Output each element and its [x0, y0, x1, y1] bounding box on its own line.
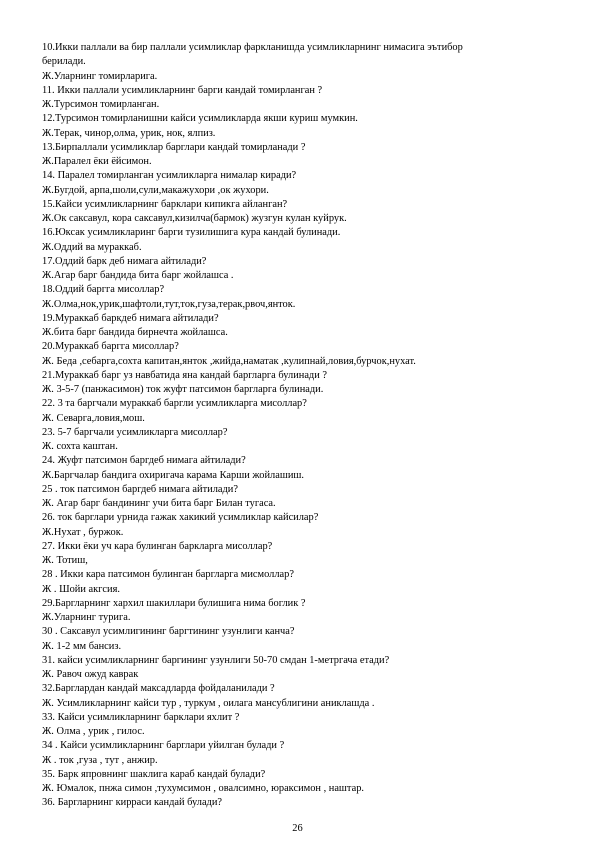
- text-line: 15.Кайси усимликларнинг барклари кипикга айланган?: [42, 198, 288, 210]
- text-line: 31. кайси усимликларнинг баргининг узунлиги 50-70 смдан 1-метргача етади?: [42, 654, 390, 666]
- text-line: Ж . Шойи акгсия.: [42, 583, 120, 595]
- text-line: Ж.Ок саксавул, кора саксавул,кизилча(бармок) жузгун кулан куйрук.: [42, 213, 347, 224]
- text-line: 14. Паралел томирланган усимликларга нималар киради?: [42, 170, 297, 182]
- text-line: 33. Кайси усимликларнинг барклари яхлит ?: [42, 711, 240, 723]
- text-line: 21.Мураккаб барг уз навбатида яна кандай баргларга булинади ?: [42, 369, 327, 381]
- text-line: 10.Икки паллали ва бир паллали усимликлар фаркланишда усимликларнинг нимасига эътибор: [42, 42, 463, 53]
- text-line: 27. Икки ёки уч кара булинган баркларга мисоллар?: [42, 540, 273, 552]
- text-line: 32.Барглардан кандай максадларда фойдаланилади ?: [42, 683, 275, 695]
- text-line: Ж.Нухат , буржок.: [42, 526, 124, 538]
- text-line: 25 . ток патсимон баргдеб нимага айтилади?: [42, 483, 238, 495]
- text-line: 22. 3 та баргчали мураккаб баргли усимликларга мисоллар?: [42, 398, 307, 410]
- text-line: 36. Баргларнинг кирраси кандай булади?: [42, 797, 223, 809]
- text-line: 16.Юксак усимликларинг барги тузилишига кура кандай булинади.: [42, 227, 341, 239]
- text-line: Ж.Уларнинг турига.: [42, 612, 131, 623]
- text-line: 29.Баргларнинг хархил шакиллари булишига нима боглик ?: [42, 597, 306, 609]
- text-line: 26. ток барглари урнида гажак хакикий усимликлар кайсилар?: [42, 512, 319, 524]
- text-line: 13.Бирпаллали усимликлар барглари кандай томирланади ?: [42, 141, 306, 153]
- text-line: берилади.: [42, 56, 86, 68]
- text-line: Ж. Тотиш,: [42, 555, 88, 566]
- text-line: 11. Икки паллали усимликларнинг барги кандай томирланган ?: [42, 84, 323, 96]
- text-line: Ж. Беда ,себарга,сохта капитан,янток ,жийда,наматак ,кулипнай,ловия,бурчок,нухат.: [42, 355, 416, 367]
- text-line: 24. Жуфт патсимон баргдеб нимага айтилади?: [42, 455, 246, 467]
- text-line: 35. Барк япровнинг шаклига караб кандай булади?: [42, 768, 266, 780]
- text-line: Ж. Равоч ожуд каврак: [42, 669, 139, 680]
- text-line: Ж.Уларнинг томирларига.: [42, 70, 158, 82]
- text-line: Ж. 1-2 мм бансиз.: [42, 640, 122, 652]
- text-line: Ж. сохта каштан.: [42, 441, 118, 452]
- text-line: 20.Мураккаб баргга мисоллар?: [42, 341, 179, 353]
- text-line: Ж.бита барг бандида бирнечта жойлашса.: [42, 327, 228, 338]
- text-line: Ж. Севарга,ловия,мош.: [42, 412, 145, 424]
- text-line: 18.Оддий баргга мисоллар?: [42, 284, 165, 296]
- text-line: Ж.Бугдой, арпа,шоли,сули,макажухори ,ок жухори.: [42, 184, 269, 196]
- text-line: 17.Оддий барк деб нимага айтилади?: [42, 255, 207, 267]
- text-line: 23. 5-7 баргчали усимликларга мисоллар?: [42, 426, 228, 438]
- text-line: Ж. Олма , урик , гилос.: [42, 726, 145, 737]
- text-line: 34 . Кайси усимликларнинг барглари уйилган булади ?: [42, 740, 285, 752]
- text-line: Ж.Агар барг бандида бита барг жойлашса .: [42, 270, 234, 281]
- text-line: 12.Турсимон томирланишни кайси усимликларда якши куриш мумкин.: [42, 113, 358, 125]
- text-line: 30 . Саксавул усимлигининг баргтининг узунлиги канча?: [42, 626, 295, 638]
- page-number: 26: [292, 823, 303, 834]
- text-line: Ж. Юмалок, пнжа симон ,тухумсимон , овалсимно, юраксимон , наштар.: [42, 783, 365, 794]
- text-line: Ж.Олма,нок,урик,шафтоли,тут,ток,гуза,терак,рвоч,янток.: [42, 298, 296, 310]
- text-line: Ж. Усимликларнинг кайси тур , туркум , оилага мансублигини аниклашда .: [42, 697, 375, 709]
- text-line: Ж.Терак, чинор,олма, урик, нок, ялпиз.: [42, 127, 216, 139]
- text-line: Ж.Паралел ёки ёйсимон.: [42, 156, 152, 167]
- text-line: Ж.Турсимон томирланган.: [42, 99, 160, 110]
- text-line: Ж.Оддий ва мураккаб.: [42, 241, 142, 253]
- text-line: Ж.Баргчалар бандига охиригача карама Карши жойлашиш.: [42, 469, 304, 481]
- text-line: 28 . Икки кара патсимон булинган баргларга мисмоллар?: [42, 569, 294, 581]
- text-line: 19.Мураккаб баркдеб нимага айтилади?: [42, 312, 219, 324]
- text-line: Ж . ток ,гуза , тут , анжир.: [42, 754, 158, 766]
- text-line: Ж. Агар барг бандининг учи бита барг Билан тугаса.: [42, 498, 276, 509]
- text-line: Ж. 3-5-7 (панжасимон) ток жуфт патсимон баргларга булинади.: [42, 384, 324, 395]
- document-body: [42, 41, 557, 811]
